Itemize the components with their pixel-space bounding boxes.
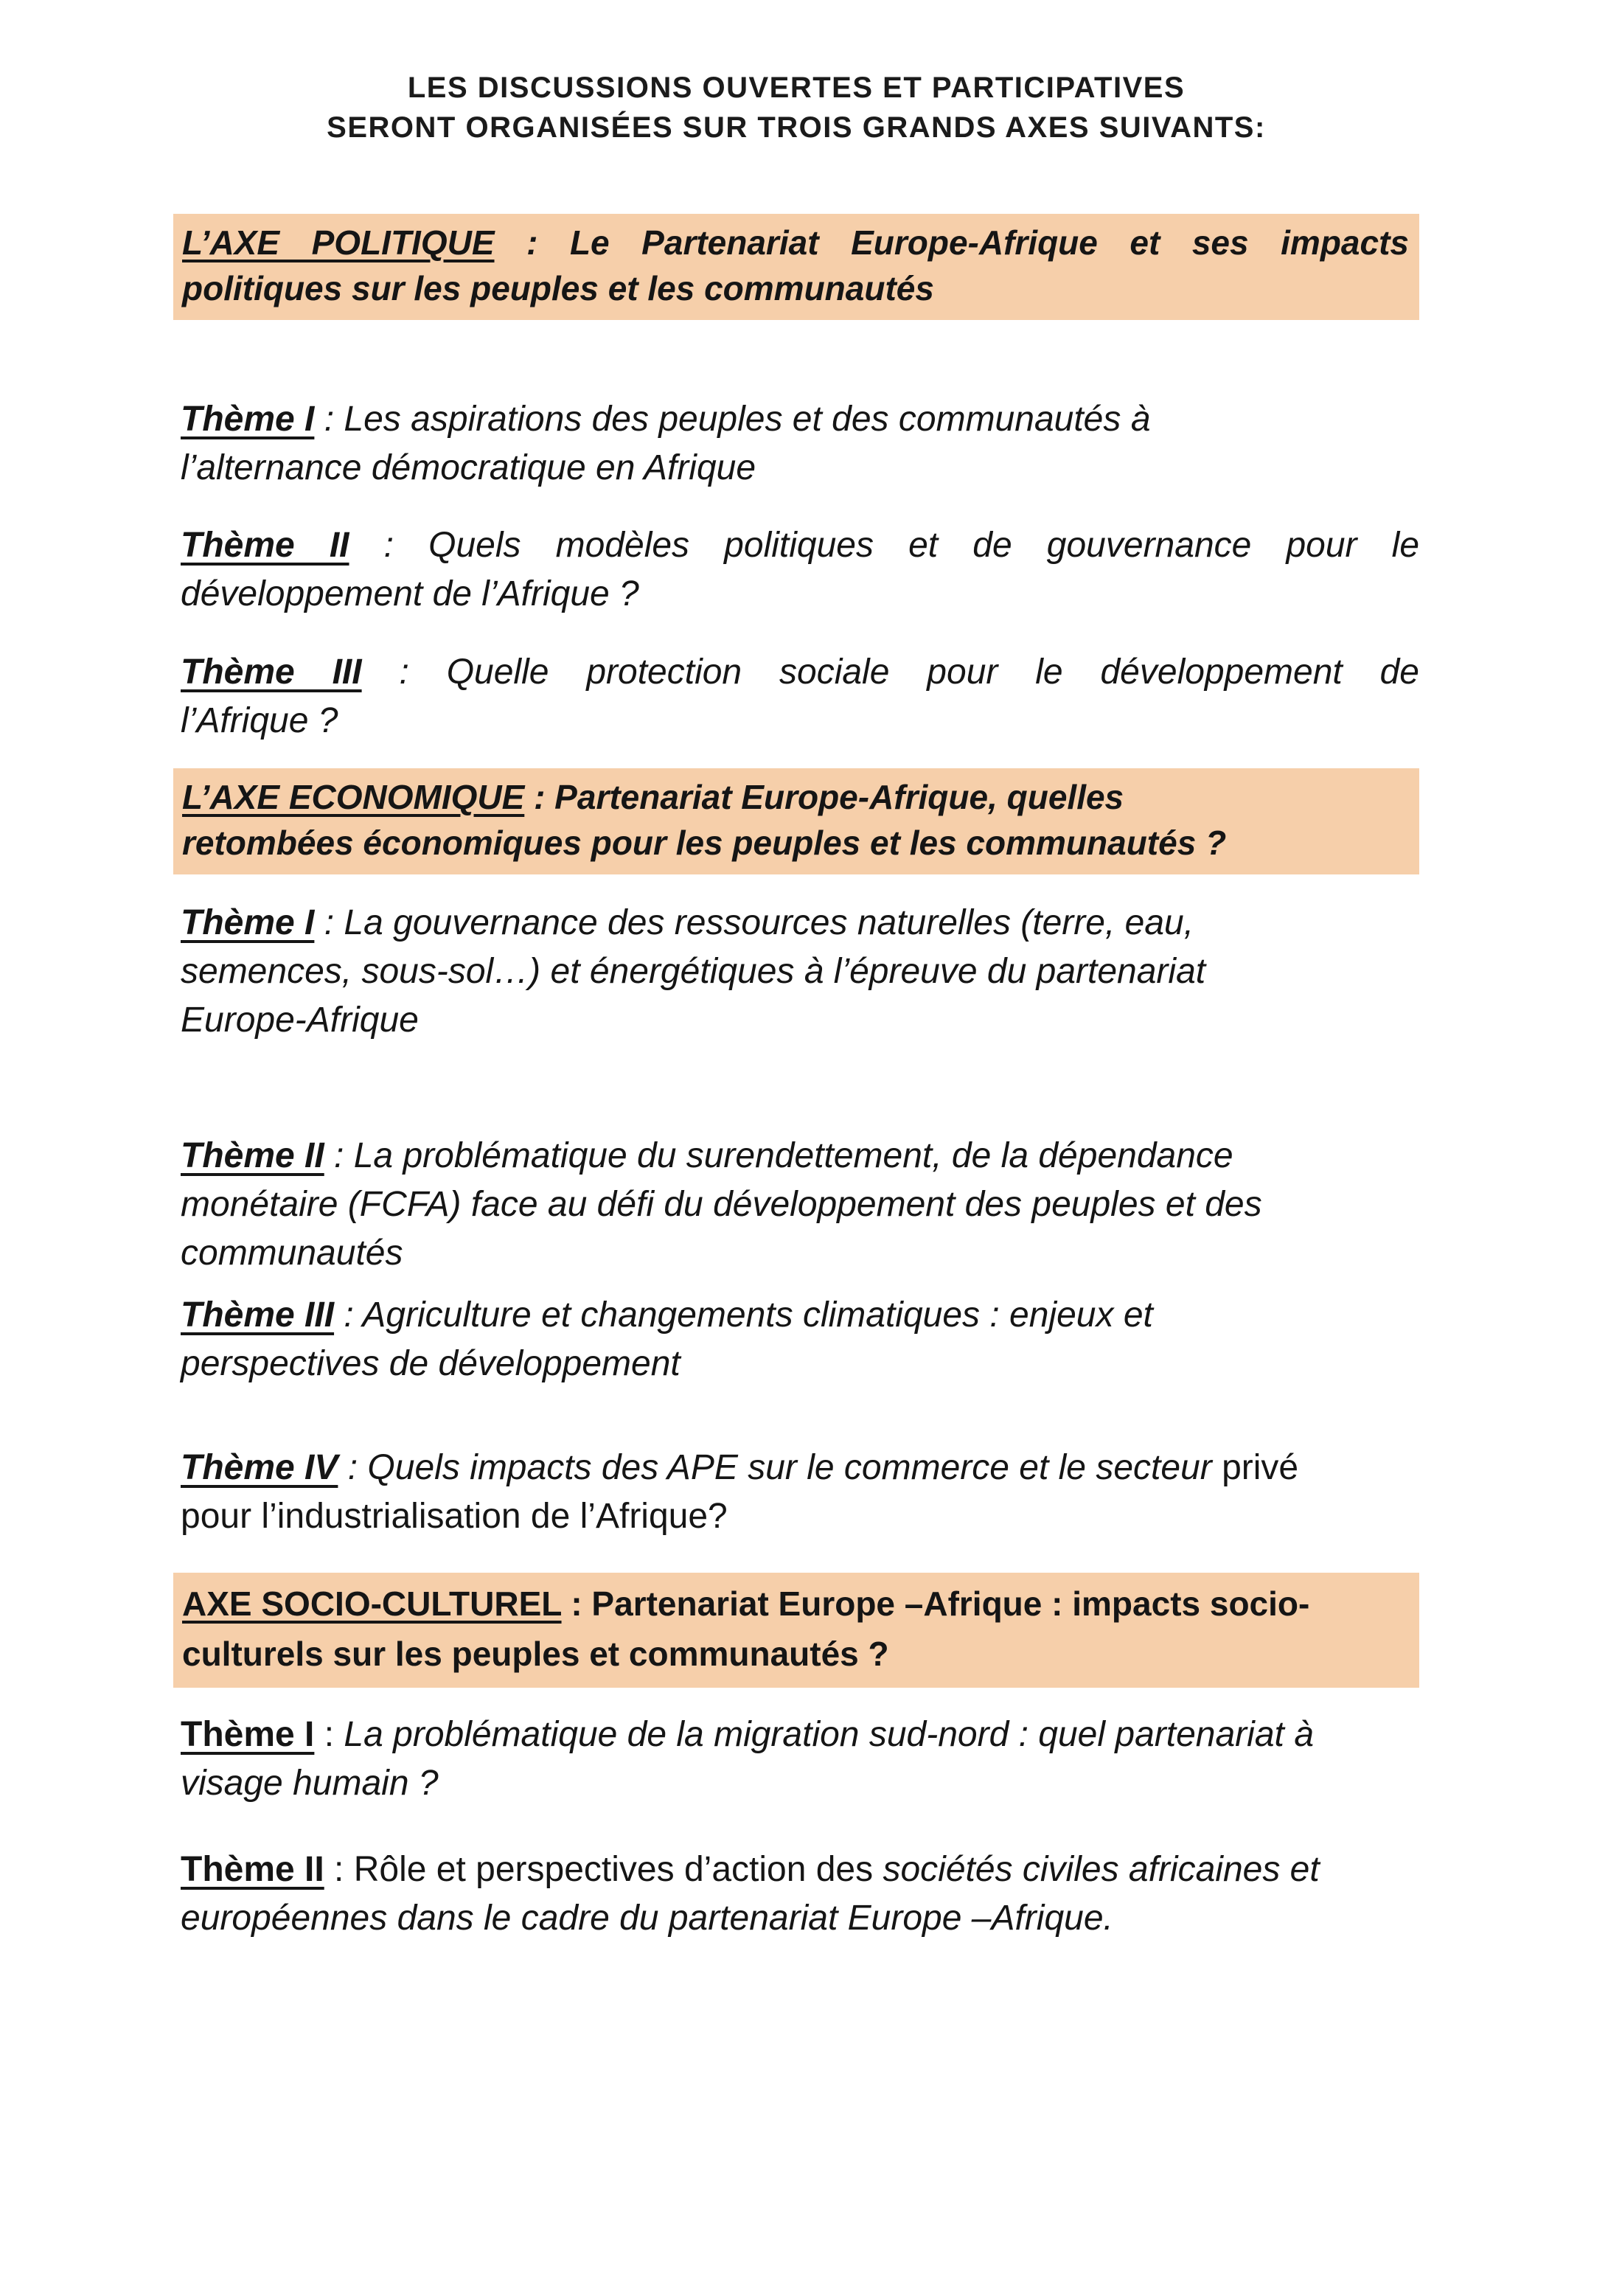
- socioculturel-theme-1-line1: [181, 1711, 1419, 1759]
- politique-theme-2-line2: développement de l’Afrique ?: [181, 574, 639, 613]
- economique-theme-3: [181, 1291, 1419, 1388]
- axis-politique-heading: [173, 214, 1419, 320]
- economique-theme-1: [181, 899, 1419, 1045]
- politique-theme-3-line1: [181, 648, 1419, 697]
- axis-politique-heading-line1: [182, 220, 1409, 265]
- economique-theme-1-sep: :: [314, 903, 344, 942]
- axis-politique-heading-rest: : Le Partenariat Europe-Afrique et ses impacts: [494, 223, 1410, 262]
- socioculturel-theme-2-line2: européennes dans le cadre du partenariat Europe –Afrique.: [181, 1899, 1113, 1938]
- axis-economique-heading-line1: [182, 774, 1409, 820]
- economique-theme-4-text: Quels impacts des APE sur le commerce et le secteur: [367, 1448, 1212, 1487]
- politique-theme-2-text: Quels modèles politiques et de gouvernance pour le: [428, 526, 1420, 565]
- document-title-line1: LES DISCUSSIONS OUVERTES ET PARTICIPATIVES: [407, 72, 1186, 104]
- economique-theme-3-text: Agriculture et changements climatiques : enjeux et: [362, 1295, 1153, 1335]
- document-title-line2: SERONT ORGANISÉES SUR TROIS GRANDS AXES SUIVANTS:: [327, 111, 1266, 144]
- axis-politique-heading-line2: politiques sur les peuples et les communautés: [182, 269, 934, 307]
- socioculturel-theme-2-line1: [181, 1846, 1419, 1894]
- politique-theme-3-text: Quelle protection sociale pour le développement de: [446, 653, 1419, 692]
- politique-theme-2-sep: :: [349, 526, 429, 565]
- axis-socioculturel-heading: [173, 1573, 1419, 1688]
- axis-socioculturel-heading-rest: : Partenariat Europe –Afrique : impacts socio-: [561, 1584, 1310, 1623]
- socioculturel-theme-2-label: Thème II: [181, 1850, 324, 1889]
- economique-theme-4-line1: [181, 1444, 1419, 1492]
- politique-theme-2-line1: [181, 521, 1419, 570]
- politique-theme-1: [181, 395, 1419, 493]
- economique-theme-1-text: La gouvernance des ressources naturelles (terre, eau,: [344, 903, 1194, 942]
- economique-theme-3-label: Thème III: [181, 1295, 335, 1335]
- economique-theme-4: [181, 1444, 1419, 1541]
- economique-theme-1-line2: semences, sous-sol…) et énergétiques à l’épreuve du partenariat: [181, 952, 1206, 991]
- socioculturel-theme-2-text: sociétés civiles africaines et: [883, 1850, 1320, 1889]
- economique-theme-2-text: La problématique du surendettement, de la dépendance: [353, 1136, 1233, 1175]
- politique-theme-1-line2: l’alternance démocratique en Afrique: [181, 448, 756, 487]
- economique-theme-4-label: Thème IV: [181, 1448, 338, 1487]
- economique-theme-2-line3: communautés: [181, 1234, 403, 1273]
- economique-theme-1-line3: Europe-Afrique: [181, 1001, 419, 1040]
- socioculturel-theme-2: [181, 1846, 1419, 1943]
- economique-theme-4-text-tail: privé: [1211, 1448, 1299, 1487]
- socioculturel-theme-1-line2: visage humain ?: [181, 1764, 439, 1803]
- axis-economique-heading: [173, 768, 1419, 874]
- socioculturel-theme-1-label: Thème I: [181, 1715, 315, 1754]
- axis-socioculturel-label: AXE SOCIO-CULTUREL: [182, 1584, 562, 1623]
- politique-theme-2: [181, 521, 1419, 619]
- socioculturel-theme-1-text: La problématique de la migration sud-nord : quel partenariat à: [344, 1715, 1314, 1754]
- politique-theme-1-label: Thème I: [181, 400, 315, 439]
- politique-theme-3: [181, 648, 1419, 745]
- axis-politique-label: L’AXE POLITIQUE: [182, 223, 495, 262]
- economique-theme-4-line2: pour l’industrialisation de l’Afrique?: [181, 1497, 728, 1536]
- axis-socioculturel-heading-line2: culturels sur les peuples et communautés ?: [182, 1635, 889, 1673]
- economique-theme-2-label: Thème II: [181, 1136, 324, 1175]
- politique-theme-1-text: Les aspirations des peuples et des communautés à: [344, 400, 1151, 439]
- economique-theme-3-sep: :: [334, 1295, 363, 1335]
- economique-theme-2-sep: :: [324, 1136, 354, 1175]
- economique-theme-1-label: Thème I: [181, 903, 315, 942]
- economique-theme-3-line1: [181, 1291, 1419, 1340]
- politique-theme-3-label: Thème III: [181, 653, 362, 692]
- economique-theme-2-line2: monétaire (FCFA) face au défi du développement des peuples et des: [181, 1185, 1262, 1224]
- axis-economique-label: L’AXE ECONOMIQUE: [182, 778, 525, 816]
- politique-theme-1-sep: :: [314, 400, 344, 439]
- economique-theme-2-line1: [181, 1132, 1419, 1180]
- economique-theme-3-line2: perspectives de développement: [181, 1344, 681, 1383]
- socioculturel-theme-1: [181, 1711, 1419, 1808]
- politique-theme-3-line2: l’Afrique ?: [181, 701, 338, 740]
- economique-theme-4-sep: :: [338, 1448, 368, 1487]
- document-title: [173, 68, 1419, 147]
- socioculturel-theme-1-sep: :: [314, 1715, 344, 1754]
- axis-socioculturel-heading-line1: [182, 1579, 1409, 1629]
- economique-theme-2: [181, 1132, 1419, 1278]
- axis-economique-heading-rest: : Partenariat Europe-Afrique, quelles: [524, 778, 1124, 816]
- socioculturel-theme-2-text-lead: Rôle et perspectives d’action des: [353, 1850, 883, 1889]
- politique-theme-2-label: Thème II: [181, 526, 349, 565]
- politique-theme-3-sep: :: [361, 653, 447, 692]
- socioculturel-theme-2-sep: :: [324, 1850, 354, 1889]
- axis-economique-heading-line2: retombées économiques pour les peuples et les communautés ?: [182, 824, 1227, 862]
- politique-theme-1-line1: [181, 395, 1419, 444]
- economique-theme-1-line1: [181, 899, 1419, 947]
